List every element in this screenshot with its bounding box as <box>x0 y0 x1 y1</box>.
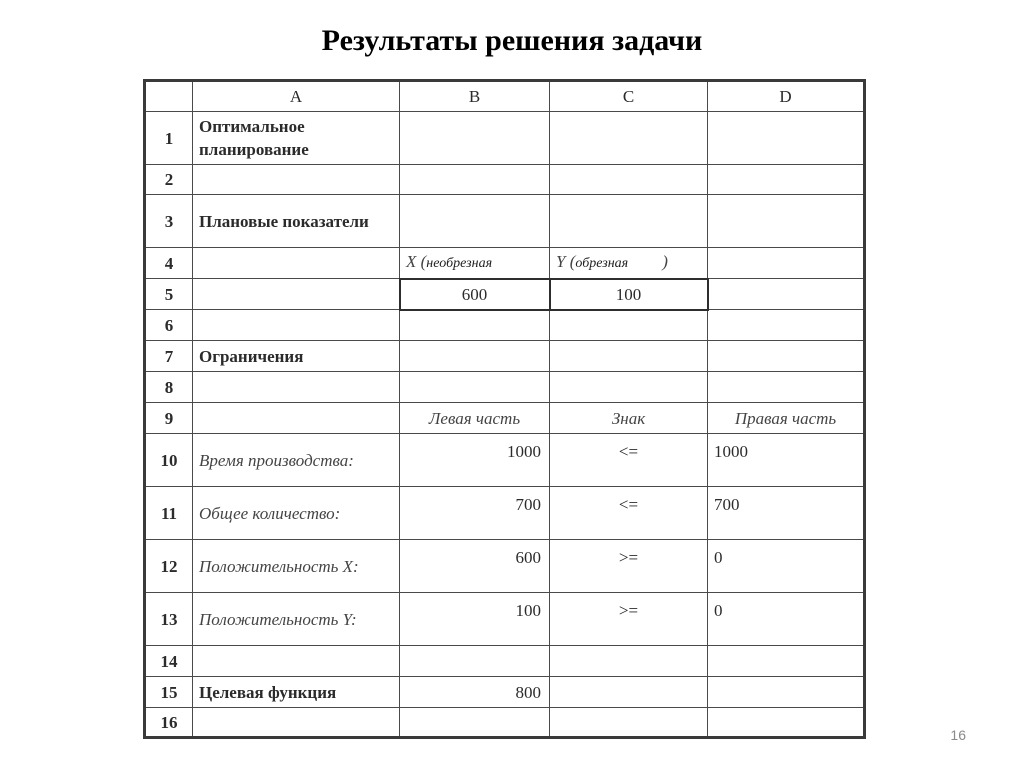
table-row <box>145 310 865 341</box>
cell-d10: 1000 <box>708 434 865 487</box>
cell-b11: 700 <box>400 487 550 540</box>
cell-a2 <box>193 165 400 195</box>
cell-a16 <box>193 708 400 738</box>
x-variable-prefix: X ( <box>406 252 427 272</box>
table-row <box>145 646 865 677</box>
table-row <box>145 372 865 403</box>
cell-c14 <box>550 646 708 677</box>
cell-a10: Время производства: <box>193 434 400 487</box>
table-row <box>145 341 865 372</box>
row-number: 13 <box>145 593 193 646</box>
cell-c13: >= <box>550 593 708 646</box>
row-number: 5 <box>145 279 193 310</box>
cell-b6 <box>400 310 550 341</box>
cell-b10: 1000 <box>400 434 550 487</box>
cell-c15 <box>550 677 708 708</box>
cell-d3 <box>708 195 865 248</box>
cell-d5 <box>708 279 865 310</box>
cell-c7 <box>550 341 708 372</box>
cell-d1 <box>708 112 865 165</box>
cell-c8 <box>550 372 708 403</box>
cell-d6 <box>708 310 865 341</box>
row-number: 10 <box>145 434 193 487</box>
cell-b15: 800 <box>400 677 550 708</box>
slide-title: Результаты решения задачи <box>321 24 703 57</box>
table-row <box>145 487 865 540</box>
cell-c3 <box>550 195 708 248</box>
cell-a5 <box>193 279 400 310</box>
y-variable-prefix: Y ( <box>556 252 576 272</box>
table-row <box>145 434 865 487</box>
row-number: 11 <box>145 487 193 540</box>
cell-d14 <box>708 646 865 677</box>
cell-c12: >= <box>550 540 708 593</box>
cell-c1 <box>550 112 708 165</box>
cell-c4 <box>550 248 708 279</box>
column-header-row <box>145 81 865 112</box>
cell-a11: Общее количество: <box>193 487 400 540</box>
cell-b8 <box>400 372 550 403</box>
cell-c5: 100 <box>550 279 708 310</box>
cell-d2 <box>708 165 865 195</box>
cell-a1: Оптимальное планирование <box>193 112 400 165</box>
cell-d4 <box>708 248 865 279</box>
row-number: 3 <box>145 195 193 248</box>
row-number: 4 <box>145 248 193 279</box>
cell-d8 <box>708 372 865 403</box>
row-number: 8 <box>145 372 193 403</box>
cell-d13: 0 <box>708 593 865 646</box>
row-number: 1 <box>145 112 193 165</box>
cell-b13: 100 <box>400 593 550 646</box>
cell-b3 <box>400 195 550 248</box>
table-row <box>145 403 865 434</box>
cell-d12: 0 <box>708 540 865 593</box>
row-number: 15 <box>145 677 193 708</box>
cell-d9: Правая часть <box>708 403 865 434</box>
cell-b16 <box>400 708 550 738</box>
cell-a3: Плановые показатели <box>193 195 400 248</box>
table-row <box>145 677 865 708</box>
cell-c10: <= <box>550 434 708 487</box>
cell-c16 <box>550 708 708 738</box>
table-row <box>145 165 865 195</box>
cell-a12: Положительность X: <box>193 540 400 593</box>
table-row <box>145 195 865 248</box>
table-row <box>145 248 865 279</box>
cell-b2 <box>400 165 550 195</box>
row-number: 14 <box>145 646 193 677</box>
cell-b4 <box>400 248 550 279</box>
row-number: 12 <box>145 540 193 593</box>
cell-b12: 600 <box>400 540 550 593</box>
cell-b9: Левая часть <box>400 403 550 434</box>
y-variable-name: обрезная <box>575 256 629 272</box>
cell-b5: 600 <box>400 279 550 310</box>
y-variable-suffix: ) <box>662 252 668 272</box>
table-row <box>145 279 865 310</box>
cell-c2 <box>550 165 708 195</box>
corner-cell <box>145 81 193 112</box>
column-header-a: A <box>193 81 400 112</box>
row-number: 9 <box>145 403 193 434</box>
cell-a9 <box>193 403 400 434</box>
x-variable-name: необрезная <box>426 256 493 272</box>
page-number: 16 <box>950 727 966 743</box>
cell-d15 <box>708 677 865 708</box>
cell-a4 <box>193 248 400 279</box>
cell-b7 <box>400 341 550 372</box>
cell-a7: Ограничения <box>193 341 400 372</box>
table-row <box>145 593 865 646</box>
table-row <box>145 708 865 738</box>
spreadsheet-table <box>143 79 866 739</box>
row-number: 6 <box>145 310 193 341</box>
cell-c9: Знак <box>550 403 708 434</box>
row-number: 16 <box>145 708 193 738</box>
table-row <box>145 112 865 165</box>
column-header-d: D <box>708 81 865 112</box>
cell-b1 <box>400 112 550 165</box>
cell-a13: Положительность Y: <box>193 593 400 646</box>
cell-b14 <box>400 646 550 677</box>
column-header-b: B <box>400 81 550 112</box>
row-number: 7 <box>145 341 193 372</box>
cell-d7 <box>708 341 865 372</box>
row-number: 2 <box>145 165 193 195</box>
cell-a15: Целевая функция <box>193 677 400 708</box>
cell-c6 <box>550 310 708 341</box>
cell-d16 <box>708 708 865 738</box>
cell-a6 <box>193 310 400 341</box>
table-row <box>145 540 865 593</box>
cell-d11: 700 <box>708 487 865 540</box>
column-header-c: C <box>550 81 708 112</box>
cell-a8 <box>193 372 400 403</box>
cell-c11: <= <box>550 487 708 540</box>
cell-a14 <box>193 646 400 677</box>
